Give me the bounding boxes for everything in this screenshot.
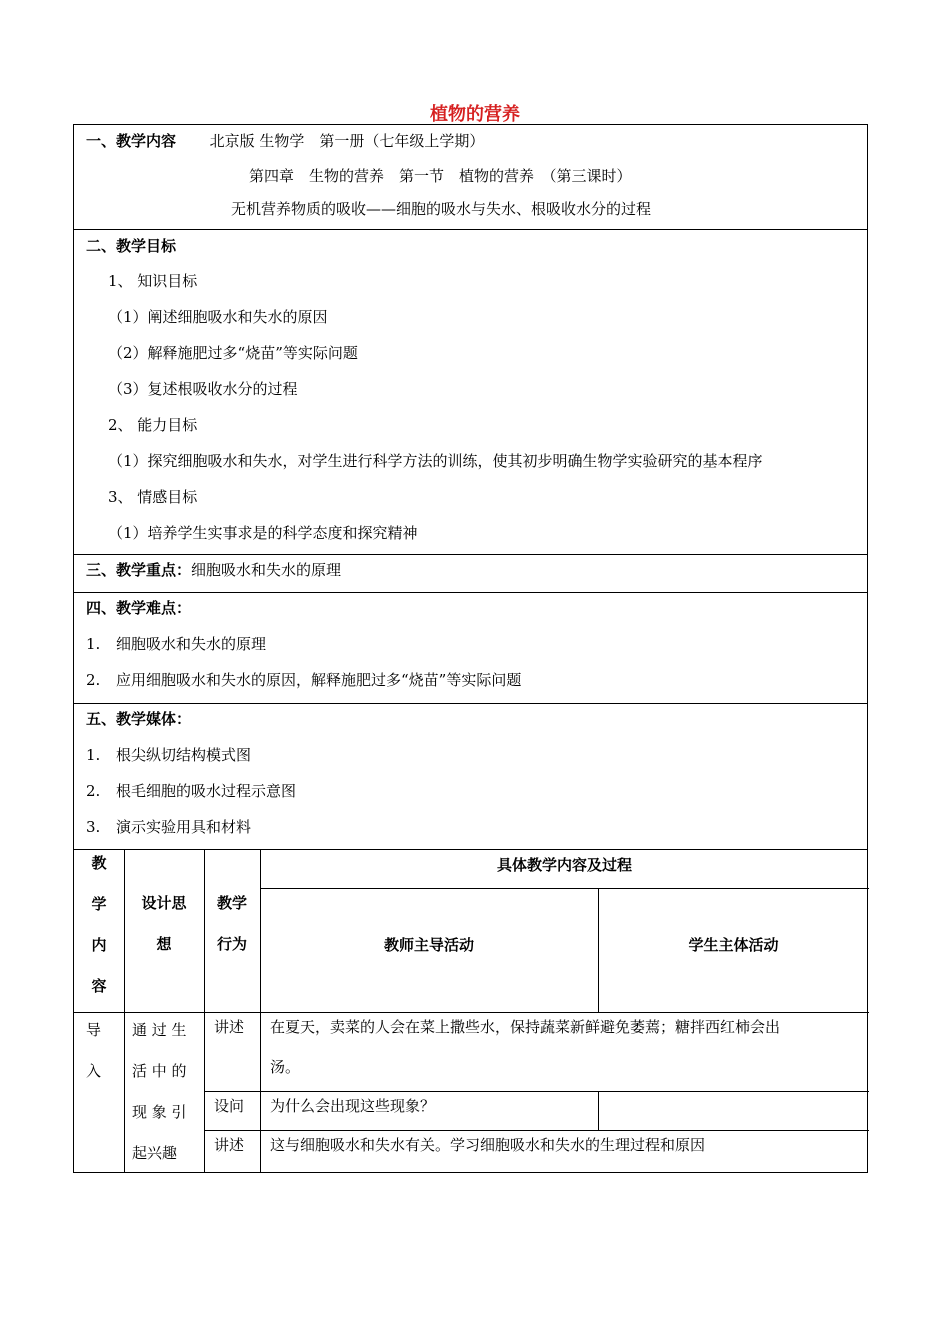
section-label: 二、教学目标	[86, 237, 177, 255]
goal-item: 1、 知识目标	[108, 272, 198, 290]
goal-item: （1）培养学生实事求是的科学态度和探究精神	[108, 524, 418, 542]
section-label: 三、教学重点：	[86, 561, 192, 579]
lesson-topic: 无机营养物质的吸收——细胞的吸水与失水、根吸收水分的过程	[231, 200, 652, 218]
list-item: 2. 应用细胞吸水和失水的原因，解释施肥过多“烧苗”等实际问题	[86, 671, 522, 689]
goal-item: （3）复述根吸收水分的过程	[108, 380, 298, 398]
header-teaching-action: 教学 行为	[216, 894, 247, 953]
section-difficulties	[73, 592, 868, 704]
teacher-text: 在夏天，卖菜的人会在菜上撒些水，保持蔬菜新鲜避免萎蔫；糖拌西红柿会出	[270, 1018, 781, 1036]
header-main: 具体教学内容及过程	[496, 856, 632, 874]
list-item: 1. 细胞吸水和失水的原理	[86, 635, 267, 653]
section-teaching-content	[73, 124, 868, 230]
textbook-info: 北京版 生物学 第一册（七年级上学期）	[209, 132, 485, 150]
header-teacher-activity: 教师主导活动	[383, 936, 474, 954]
header-design-idea: 设计思 想	[141, 894, 187, 953]
section-key-points	[73, 554, 868, 593]
page-title: 植物的营养	[430, 104, 520, 125]
goal-item: 2、 能力目标	[108, 416, 198, 434]
action-label: 设问	[214, 1097, 245, 1115]
intro-label: 导 入	[86, 1021, 102, 1080]
section-label: 一、教学内容	[86, 132, 177, 150]
chapter-info: 第四章 生物的营养 第一节 植物的营养 （第三课时）	[249, 167, 632, 185]
key-point-text: 细胞吸水和失水的原理	[191, 561, 342, 579]
section-label: 四、教学难点：	[86, 599, 192, 617]
lesson-table	[73, 849, 868, 1173]
section-label: 五、教学媒体：	[86, 710, 192, 728]
list-item: 1. 根尖纵切结构模式图	[86, 746, 252, 764]
goal-item: 3、 情感目标	[108, 488, 198, 506]
header-teaching-content: 教 学 内 容	[91, 854, 107, 995]
teacher-text: 为什么会出现这些现象？	[270, 1097, 436, 1115]
section-teaching-goals	[73, 229, 868, 555]
list-item: 2. 根毛细胞的吸水过程示意图	[86, 782, 297, 800]
intro-design: 通 过 生 活 中 的 现 象 引 起兴趣	[132, 1021, 187, 1162]
action-label: 讲述	[214, 1136, 245, 1154]
action-label: 讲述	[214, 1018, 245, 1036]
list-item: 3. 演示实验用具和材料	[86, 818, 252, 836]
goal-item: （2）解释施肥过多“烧苗”等实际问题	[108, 344, 358, 362]
goal-item: （1）探究细胞吸水和失水，对学生进行科学方法的训练，使其初步明确生物学实验研究的基本程序	[108, 452, 763, 470]
goal-item: （1）阐述细胞吸水和失水的原因	[108, 308, 328, 326]
section-media	[73, 703, 868, 850]
header-student-activity: 学生主体活动	[688, 936, 779, 954]
teacher-text: 汤。	[270, 1058, 301, 1076]
teacher-text: 这与细胞吸水和失水有关。学习细胞吸水和失水的生理过程和原因	[270, 1136, 706, 1154]
